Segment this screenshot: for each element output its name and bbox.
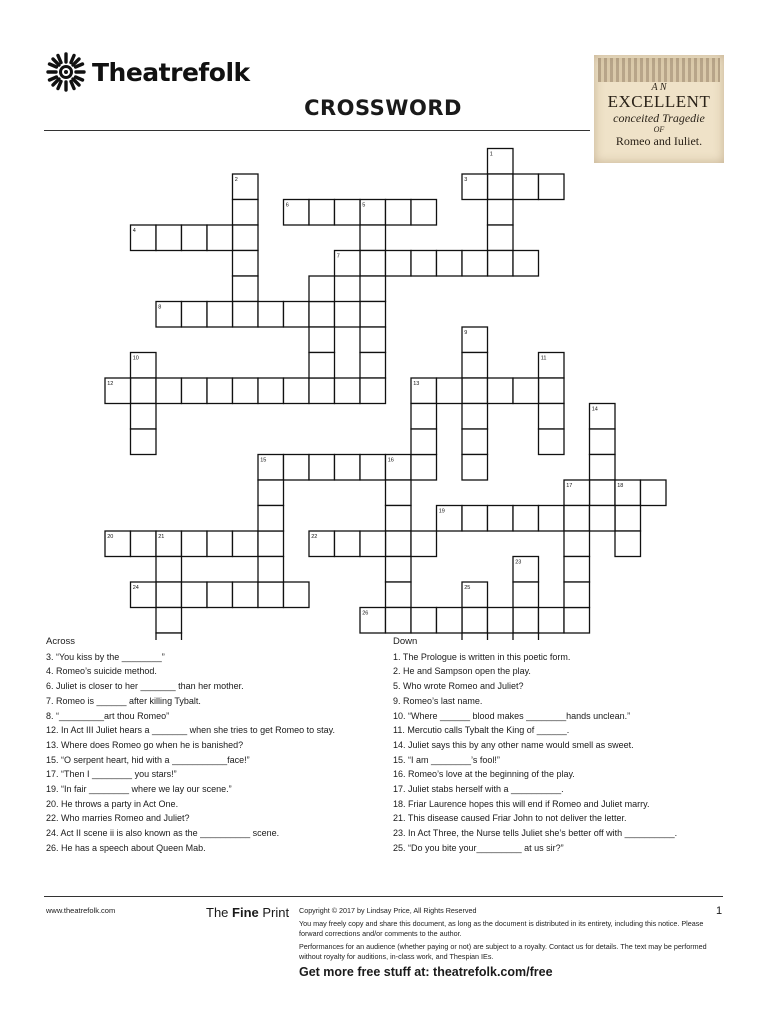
- crossword-cell[interactable]: [258, 506, 284, 532]
- across-clue: 26. He has a speech about Queen Mab.: [46, 842, 206, 853]
- down-clue: 25. “Do you bite your_________ at us sir?”: [393, 842, 564, 853]
- crossword-cell[interactable]: [462, 378, 488, 404]
- clue-number: 5: [362, 202, 366, 209]
- down-clue: 14. Juliet says this by any other name would smell as sweet.: [393, 739, 634, 750]
- down-clue: 17. Juliet stabs herself with a __________.: [393, 784, 564, 795]
- frontispiece-line4: OF: [653, 125, 665, 134]
- crossword-cell[interactable]: [309, 302, 335, 328]
- crossword-cell[interactable]: [488, 506, 514, 532]
- crossword-cell[interactable]: [513, 582, 539, 608]
- crossword-cell[interactable]: [564, 531, 590, 557]
- crossword-cell[interactable]: [411, 429, 437, 455]
- crossword-cell[interactable]: [462, 506, 488, 532]
- clue-number: 6: [285, 202, 289, 209]
- crossword-cell[interactable]: [462, 404, 488, 430]
- clue-number: 15: [260, 457, 267, 464]
- down-heading: Down: [393, 636, 418, 647]
- crossword-cell[interactable]: [131, 429, 157, 455]
- across-clue: 19. “In fair ________ where we lay our scene.”: [46, 784, 232, 795]
- crossword-cell[interactable]: [488, 174, 514, 200]
- across-clue: 4. Romeo’s suicide method.: [46, 666, 157, 677]
- across-clues: [46, 635, 386, 856]
- crossword-cell[interactable]: [309, 455, 335, 481]
- crossword-cell[interactable]: [488, 200, 514, 226]
- crossword-cell[interactable]: [590, 480, 616, 506]
- crossword-cell[interactable]: [411, 404, 437, 430]
- frontispiece-line3: conceited Tragedie: [613, 111, 705, 125]
- across-clue: 3. “You kiss by the ________”: [46, 651, 165, 662]
- crossword-cell[interactable]: [182, 225, 208, 251]
- frontispiece-line2: EXCELLENT: [607, 92, 711, 111]
- crossword-cell[interactable]: [386, 531, 412, 557]
- fine-print-label: [206, 905, 289, 920]
- clue-number: 22: [311, 534, 318, 541]
- clue-number: 24: [132, 585, 139, 592]
- frontispiece-line5: Romeo and Iuliet.: [615, 134, 703, 148]
- crossword-cell[interactable]: [335, 378, 361, 404]
- crossword-cell[interactable]: [590, 455, 616, 481]
- crossword-cell[interactable]: [207, 225, 233, 251]
- clue-number: 3: [464, 177, 468, 184]
- clue-number: 23: [515, 559, 522, 566]
- crossword-cell[interactable]: [207, 302, 233, 328]
- crossword-cell[interactable]: [360, 276, 386, 302]
- clue-number: 4: [132, 228, 136, 235]
- down-clue: 2. He and Sampson open the play.: [393, 666, 531, 677]
- down-clue: 15. “I am ________’s fool!”: [393, 754, 500, 765]
- across-clue: 24. Act II scene ii is also known as the __________ scene.: [46, 828, 280, 839]
- royalty-notice: Performances for an audience (whether paying or not) are subject to a royalty. Contact us for details. The text may be performed without royalty for auditions, in-class work, and Thespian IEs.: [299, 942, 707, 961]
- across-clue: 6. Juliet is closer to her _______ than her mother.: [46, 681, 244, 692]
- crossword-cell[interactable]: [539, 174, 565, 200]
- crossword-cell[interactable]: [411, 455, 437, 481]
- crossword-cell[interactable]: [386, 506, 412, 532]
- crossword-cell[interactable]: [539, 608, 565, 634]
- down-clue: 23. In Act Three, the Nurse tells Juliet she’s better off with __________.: [393, 828, 678, 839]
- crossword-cell[interactable]: [360, 327, 386, 353]
- crossword-cell[interactable]: [386, 200, 412, 226]
- crossword-cell[interactable]: [182, 531, 208, 557]
- across-clue: 12. In Act III Juliet hears a _______ when she tries to get Romeo to stay.: [46, 725, 336, 736]
- crossword-cell[interactable]: [462, 608, 488, 634]
- clue-number: 12: [107, 381, 114, 388]
- fine-print-bold: Fine: [232, 905, 259, 920]
- crossword-cell[interactable]: [233, 276, 259, 302]
- copyright-line: Copyright © 2017 by Lindsay Price, All Rights Reserved: [299, 906, 477, 915]
- crossword-cell[interactable]: [513, 251, 539, 277]
- crossword-cell[interactable]: [539, 506, 565, 532]
- across-clue: 15. “O serpent heart, hid with a ___________face!”: [46, 754, 250, 765]
- crossword-cell[interactable]: [360, 225, 386, 251]
- crossword-cell[interactable]: [513, 506, 539, 532]
- crossword-cell[interactable]: [462, 251, 488, 277]
- crossword-cell[interactable]: [207, 378, 233, 404]
- crossword-cell[interactable]: [309, 378, 335, 404]
- free-stuff-link[interactable]: Get more free stuff at: theatrefolk.com/free: [299, 965, 553, 979]
- crossword-cell[interactable]: [564, 557, 590, 583]
- page-number: 1: [716, 905, 723, 917]
- clue-number: 21: [158, 534, 165, 541]
- clue-number: 16: [387, 457, 394, 464]
- crossword-cell[interactable]: [513, 174, 539, 200]
- clue-number: 13: [413, 381, 420, 388]
- crossword-cell[interactable]: [233, 251, 259, 277]
- crossword-cell[interactable]: [360, 531, 386, 557]
- clue-number: 7: [336, 253, 340, 260]
- crossword-cell[interactable]: [564, 608, 590, 634]
- clue-number: 19: [438, 508, 445, 515]
- fine-print-post: Print: [258, 905, 290, 920]
- clue-number: 9: [464, 330, 468, 337]
- crossword-cell[interactable]: [131, 378, 157, 404]
- down-clue: 5. Who wrote Romeo and Juliet?: [393, 681, 524, 692]
- crossword-cell[interactable]: [386, 608, 412, 634]
- crossword-cell[interactable]: [284, 582, 310, 608]
- crossword-cell[interactable]: [156, 582, 182, 608]
- crossword-cell[interactable]: [615, 506, 641, 532]
- crossword-cell[interactable]: [233, 582, 259, 608]
- crossword-cell[interactable]: [386, 251, 412, 277]
- crossword-cell[interactable]: [437, 608, 463, 634]
- clue-number: 20: [107, 534, 114, 541]
- crossword-cell[interactable]: [207, 582, 233, 608]
- clue-number: 17: [566, 483, 573, 490]
- across-clue: 17. “Then I ________ you stars!”: [46, 769, 177, 780]
- crossword-cell[interactable]: [488, 378, 514, 404]
- website-link[interactable]: www.theatrefolk.com: [46, 906, 116, 915]
- crossword-cell[interactable]: [386, 480, 412, 506]
- crossword-cell[interactable]: [258, 557, 284, 583]
- clue-number: 10: [132, 355, 139, 362]
- crossword-cell[interactable]: [284, 302, 310, 328]
- across-clue: 22. Who marries Romeo and Juliet?: [46, 813, 190, 824]
- crossword-cell[interactable]: [207, 531, 233, 557]
- crossword-cell[interactable]: [156, 378, 182, 404]
- crossword-cell[interactable]: [258, 302, 284, 328]
- crossword-cell[interactable]: [488, 225, 514, 251]
- crossword-cell[interactable]: [258, 480, 284, 506]
- crossword-cell[interactable]: [488, 608, 514, 634]
- legal-text: [299, 906, 709, 965]
- crossword-cell[interactable]: [156, 225, 182, 251]
- crossword-cell[interactable]: [360, 353, 386, 379]
- logo-wordmark: Theatrefolk: [92, 57, 250, 87]
- crossword-cell[interactable]: [360, 378, 386, 404]
- crossword-cell[interactable]: [564, 582, 590, 608]
- crossword-cell[interactable]: [437, 251, 463, 277]
- across-clue: 13. Where does Romeo go when he is banished?: [46, 739, 244, 750]
- crossword-cell[interactable]: [360, 251, 386, 277]
- crossword-cell[interactable]: [513, 608, 539, 634]
- crossword-cell[interactable]: [233, 531, 259, 557]
- crossword-cell[interactable]: [156, 557, 182, 583]
- crossword-cell[interactable]: [411, 608, 437, 634]
- crossword-cell[interactable]: [284, 378, 310, 404]
- crossword-cell[interactable]: [539, 404, 565, 430]
- down-clue: 21. This disease caused Friar John to not deliver the letter.: [393, 813, 627, 824]
- crossword-cell[interactable]: [360, 302, 386, 328]
- down-clue: 18. Friar Laurence hopes this will end if Romeo and Juliet marry.: [393, 798, 650, 809]
- crossword-cell[interactable]: [462, 353, 488, 379]
- crossword-cell[interactable]: [411, 200, 437, 226]
- across-clue: 8. “_________art thou Romeo”: [46, 710, 170, 721]
- crossword-cell[interactable]: [615, 531, 641, 557]
- clue-number: 2: [234, 177, 238, 184]
- crossword-cell[interactable]: [539, 378, 565, 404]
- across-clue: 7. Romeo is ______ after killing Tybalt.: [46, 695, 201, 706]
- crossword-cell[interactable]: [233, 225, 259, 251]
- crossword-cell[interactable]: [335, 200, 361, 226]
- crossword-cell[interactable]: [182, 378, 208, 404]
- clue-number: 11: [540, 355, 547, 362]
- crossword-cell[interactable]: [309, 327, 335, 353]
- crossword-cell[interactable]: [360, 455, 386, 481]
- crossword-cell[interactable]: [386, 582, 412, 608]
- crossword-cell[interactable]: [258, 531, 284, 557]
- clue-number: 14: [591, 406, 598, 413]
- crossword-cell[interactable]: [309, 353, 335, 379]
- crossword-cell[interactable]: [182, 582, 208, 608]
- crossword-cell[interactable]: [156, 608, 182, 634]
- crossword-cell[interactable]: [233, 200, 259, 226]
- crossword-cell[interactable]: [131, 404, 157, 430]
- crossword-cell[interactable]: [590, 506, 616, 532]
- crossword-cell[interactable]: [411, 531, 437, 557]
- crossword-cell[interactable]: [641, 480, 667, 506]
- down-clue-list: [393, 650, 723, 856]
- crossword-cell[interactable]: [309, 276, 335, 302]
- fine-print-pre: The: [206, 905, 233, 920]
- crossword-cell[interactable]: [233, 302, 259, 328]
- crossword-cell[interactable]: [258, 378, 284, 404]
- down-clue: 16. Romeo’s love at the beginning of the play.: [393, 769, 575, 780]
- down-clue: 11. Mercutio calls Tybalt the King of ______.: [393, 725, 570, 736]
- down-clue: 10. “Where ______ blood makes ________hands unclean.”: [393, 710, 631, 721]
- crossword-cell[interactable]: [462, 429, 488, 455]
- crossword-cell[interactable]: [411, 251, 437, 277]
- crossword-cell[interactable]: [309, 200, 335, 226]
- clue-number: 8: [158, 304, 162, 311]
- clue-number: 26: [362, 610, 369, 617]
- clue-number: 1: [489, 151, 493, 158]
- crossword-cell[interactable]: [233, 378, 259, 404]
- crossword-cell[interactable]: [335, 455, 361, 481]
- across-clue-list: [46, 650, 386, 856]
- crossword-cell[interactable]: [386, 557, 412, 583]
- crossword-cell[interactable]: [182, 302, 208, 328]
- crossword-cell[interactable]: [462, 455, 488, 481]
- down-clue: 1. The Prologue is written in this poetic form.: [393, 651, 571, 662]
- crossword-cell[interactable]: [513, 378, 539, 404]
- clue-number: 25: [464, 585, 471, 592]
- down-clues: [393, 635, 723, 856]
- crossword-cell[interactable]: [131, 531, 157, 557]
- crossword-cell[interactable]: [335, 302, 361, 328]
- share-notice: You may freely copy and share this document, as long as the document is distributed in its entirety, including this notice. Please forward corrections and/or comments to the author.: [299, 919, 704, 938]
- frontispiece-line1: A N: [651, 82, 667, 93]
- crossword-cell[interactable]: [335, 531, 361, 557]
- crossword-cell[interactable]: [437, 378, 463, 404]
- across-clue: 20. He throws a party in Act One.: [46, 798, 179, 809]
- crossword-cell[interactable]: [564, 506, 590, 532]
- page-title: CROSSWORD: [304, 96, 462, 120]
- crossword-cell[interactable]: [590, 429, 616, 455]
- crossword-cell[interactable]: [488, 251, 514, 277]
- clue-number: 18: [617, 483, 624, 490]
- down-clue: 9. Romeo’s last name.: [393, 695, 483, 706]
- crossword-cell[interactable]: [258, 582, 284, 608]
- crossword-cell[interactable]: [284, 455, 310, 481]
- crossword-cell[interactable]: [539, 429, 565, 455]
- footer-divider: [44, 896, 723, 897]
- across-heading: Across: [46, 636, 76, 647]
